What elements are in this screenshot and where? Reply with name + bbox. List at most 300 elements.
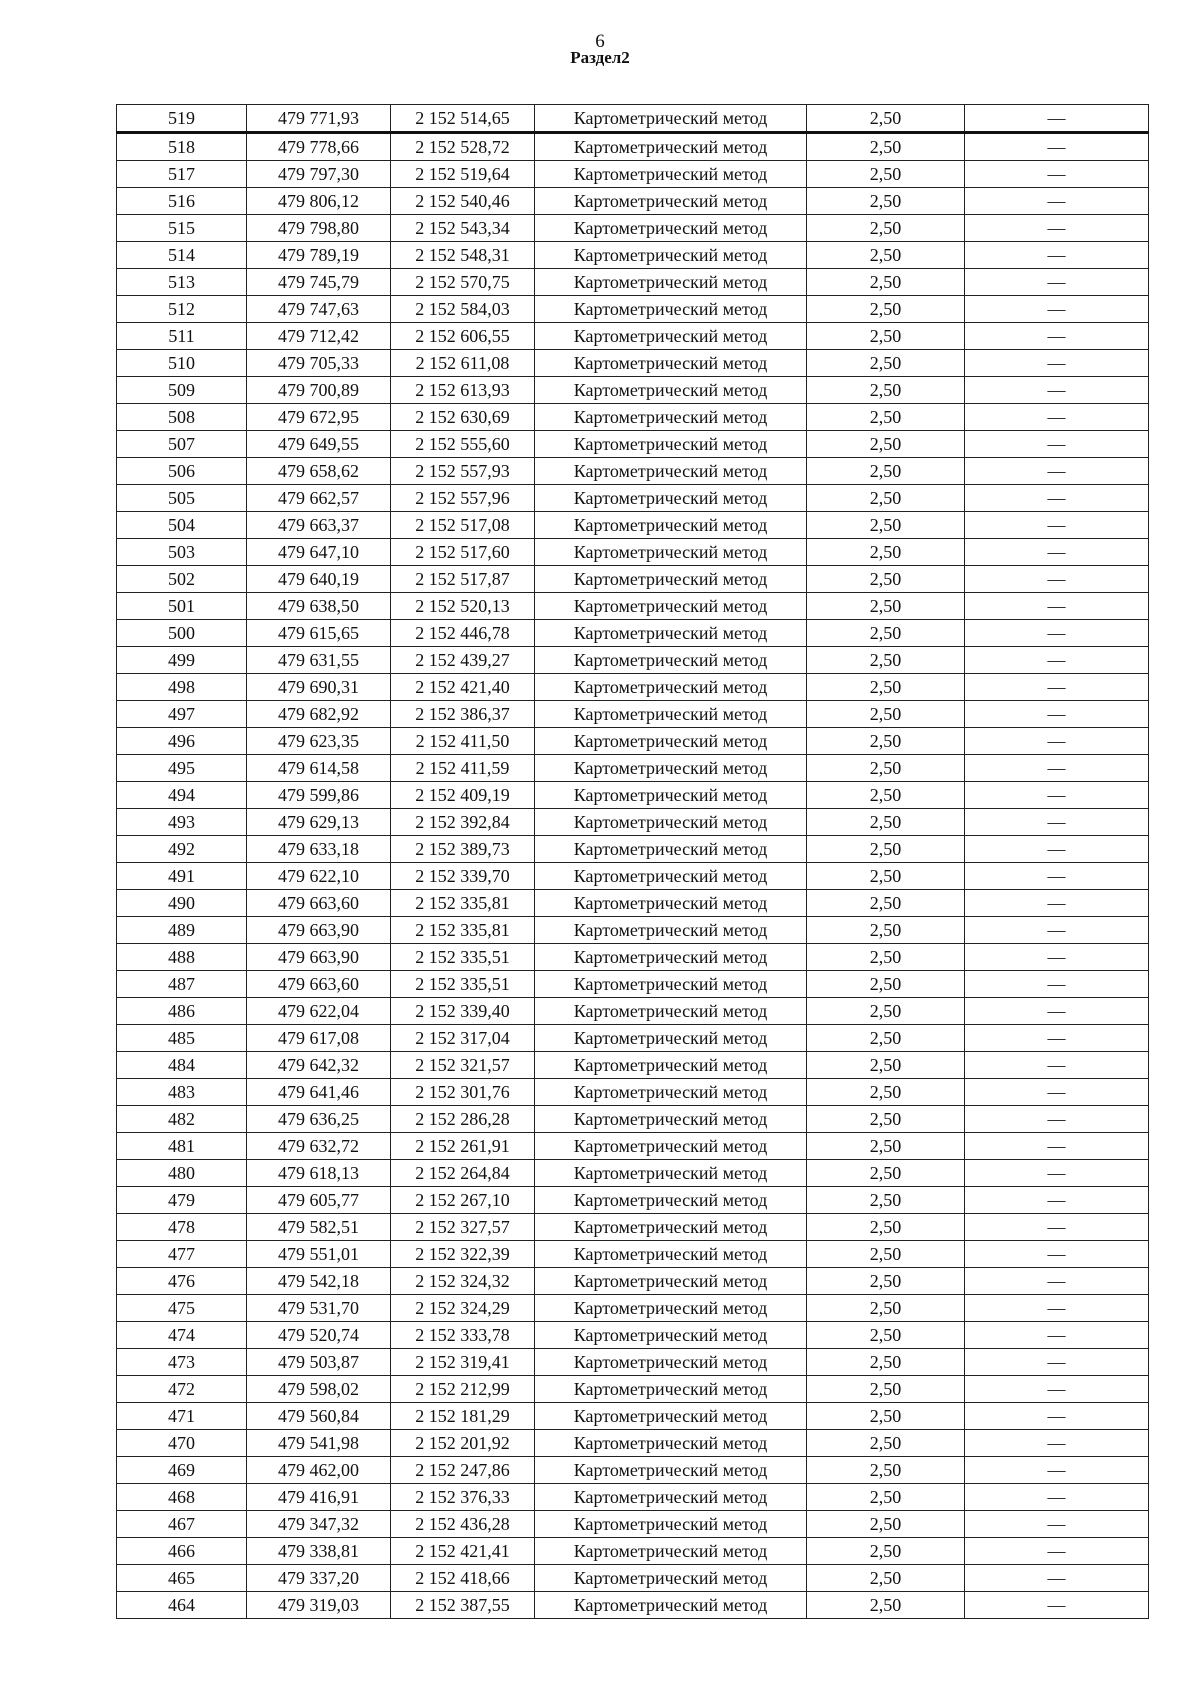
point-number-cell: 486 [117,998,247,1025]
table-row [117,701,1149,728]
y-coordinate-cell: 2 152 411,50 [391,728,535,755]
x-coordinate-cell: 479 541,98 [247,1430,391,1457]
method-cell: Картометрический метод [535,215,807,242]
table-row [117,566,1149,593]
table-row [117,1025,1149,1052]
accuracy-cell: 2,50 [807,809,965,836]
y-coordinate-cell: 2 152 613,93 [391,377,535,404]
y-coordinate-cell: 2 152 439,27 [391,647,535,674]
accuracy-cell: 2,50 [807,1376,965,1403]
accuracy-cell: 2,50 [807,1322,965,1349]
x-coordinate-cell: 479 705,33 [247,350,391,377]
description-cell: — [965,1457,1149,1484]
table-row [117,1592,1149,1619]
x-coordinate-cell: 479 798,80 [247,215,391,242]
table-row [117,782,1149,809]
point-number-cell: 509 [117,377,247,404]
point-number-cell: 498 [117,674,247,701]
accuracy-cell: 2,50 [807,1133,965,1160]
description-cell: — [965,215,1149,242]
method-cell: Картометрический метод [535,242,807,269]
x-coordinate-cell: 479 700,89 [247,377,391,404]
x-coordinate-cell: 479 542,18 [247,1268,391,1295]
x-coordinate-cell: 479 605,77 [247,1187,391,1214]
description-cell: — [965,971,1149,998]
description-cell: — [965,620,1149,647]
description-cell: — [965,512,1149,539]
accuracy-cell: 2,50 [807,215,965,242]
method-cell: Картометрический метод [535,1106,807,1133]
x-coordinate-cell: 479 649,55 [247,431,391,458]
description-cell: — [965,1376,1149,1403]
method-cell: Картометрический метод [535,133,807,161]
table-row [117,1106,1149,1133]
method-cell: Картометрический метод [535,566,807,593]
point-number-cell: 483 [117,1079,247,1106]
section-title: Раздел2 [570,48,630,67]
table-row [117,1187,1149,1214]
x-coordinate-cell: 479 337,20 [247,1565,391,1592]
method-cell: Картометрический метод [535,1214,807,1241]
point-number-cell: 512 [117,296,247,323]
description-cell: — [965,647,1149,674]
description-cell: — [965,1106,1149,1133]
point-number-cell: 492 [117,836,247,863]
method-cell: Картометрический метод [535,1268,807,1295]
y-coordinate-cell: 2 152 212,99 [391,1376,535,1403]
y-coordinate-cell: 2 152 301,76 [391,1079,535,1106]
method-cell: Картометрический метод [535,782,807,809]
description-cell: — [965,1430,1149,1457]
accuracy-cell: 2,50 [807,998,965,1025]
accuracy-cell: 2,50 [807,350,965,377]
x-coordinate-cell: 479 640,19 [247,566,391,593]
method-cell: Картометрический метод [535,701,807,728]
accuracy-cell: 2,50 [807,728,965,755]
description-cell: — [965,133,1149,161]
accuracy-cell: 2,50 [807,593,965,620]
accuracy-cell: 2,50 [807,1025,965,1052]
table-row [117,242,1149,269]
table-row [117,647,1149,674]
y-coordinate-cell: 2 152 335,81 [391,917,535,944]
x-coordinate-cell: 479 520,74 [247,1322,391,1349]
point-number-cell: 506 [117,458,247,485]
method-cell: Картометрический метод [535,998,807,1025]
x-coordinate-cell: 479 638,50 [247,593,391,620]
y-coordinate-cell: 2 152 286,28 [391,1106,535,1133]
description-cell: — [965,755,1149,782]
table-row [117,512,1149,539]
accuracy-cell: 2,50 [807,1268,965,1295]
method-cell: Картометрический метод [535,1484,807,1511]
y-coordinate-cell: 2 152 324,29 [391,1295,535,1322]
table-row [117,890,1149,917]
point-number-cell: 496 [117,728,247,755]
description-cell: — [965,188,1149,215]
method-cell: Картометрический метод [535,1052,807,1079]
point-number-cell: 517 [117,161,247,188]
y-coordinate-cell: 2 152 520,13 [391,593,535,620]
x-coordinate-cell: 479 663,90 [247,917,391,944]
y-coordinate-cell: 2 152 181,29 [391,1403,535,1430]
description-cell: — [965,1025,1149,1052]
description-cell: — [965,1214,1149,1241]
accuracy-cell: 2,50 [807,1079,965,1106]
x-coordinate-cell: 479 747,63 [247,296,391,323]
point-number-cell: 504 [117,512,247,539]
method-cell: Картометрический метод [535,674,807,701]
method-cell: Картометрический метод [535,485,807,512]
accuracy-cell: 2,50 [807,620,965,647]
y-coordinate-cell: 2 152 386,37 [391,701,535,728]
accuracy-cell: 2,50 [807,836,965,863]
method-cell: Картометрический метод [535,1457,807,1484]
x-coordinate-cell: 479 622,04 [247,998,391,1025]
method-cell: Картометрический метод [535,512,807,539]
accuracy-cell: 2,50 [807,1430,965,1457]
description-cell: — [965,242,1149,269]
description-cell: — [965,323,1149,350]
x-coordinate-cell: 479 615,65 [247,620,391,647]
table-row [117,1403,1149,1430]
point-number-cell: 477 [117,1241,247,1268]
point-number-cell: 507 [117,431,247,458]
table-row [117,105,1149,133]
point-number-cell: 480 [117,1160,247,1187]
accuracy-cell: 2,50 [807,1241,965,1268]
x-coordinate-cell: 479 778,66 [247,133,391,161]
description-cell: — [965,1592,1149,1619]
description-cell: — [965,728,1149,755]
table-row [117,917,1149,944]
method-cell: Картометрический метод [535,1403,807,1430]
table-row [117,863,1149,890]
description-cell: — [965,1403,1149,1430]
description-cell: — [965,1511,1149,1538]
y-coordinate-cell: 2 152 528,72 [391,133,535,161]
description-cell: — [965,539,1149,566]
method-cell: Картометрический метод [535,863,807,890]
table-row [117,269,1149,296]
y-coordinate-cell: 2 152 387,55 [391,1592,535,1619]
x-coordinate-cell: 479 663,90 [247,944,391,971]
x-coordinate-cell: 479 663,37 [247,512,391,539]
table-row [117,620,1149,647]
accuracy-cell: 2,50 [807,863,965,890]
method-cell: Картометрический метод [535,377,807,404]
point-number-cell: 470 [117,1430,247,1457]
y-coordinate-cell: 2 152 264,84 [391,1160,535,1187]
point-number-cell: 503 [117,539,247,566]
x-coordinate-cell: 479 658,62 [247,458,391,485]
description-cell: — [965,1160,1149,1187]
x-coordinate-cell: 479 618,13 [247,1160,391,1187]
y-coordinate-cell: 2 152 335,51 [391,971,535,998]
point-number-cell: 467 [117,1511,247,1538]
description-cell: — [965,782,1149,809]
accuracy-cell: 2,50 [807,1214,965,1241]
x-coordinate-cell: 479 338,81 [247,1538,391,1565]
point-number-cell: 471 [117,1403,247,1430]
accuracy-cell: 2,50 [807,1511,965,1538]
table-row [117,539,1149,566]
x-coordinate-cell: 479 806,12 [247,188,391,215]
description-cell: — [965,593,1149,620]
description-cell: — [965,836,1149,863]
accuracy-cell: 2,50 [807,1403,965,1430]
accuracy-cell: 2,50 [807,296,965,323]
description-cell: — [965,458,1149,485]
x-coordinate-cell: 479 672,95 [247,404,391,431]
method-cell: Картометрический метод [535,458,807,485]
accuracy-cell: 2,50 [807,242,965,269]
description-cell: — [965,161,1149,188]
description-cell: — [965,1133,1149,1160]
description-cell: — [965,944,1149,971]
method-cell: Картометрический метод [535,593,807,620]
table-row [117,1376,1149,1403]
x-coordinate-cell: 479 617,08 [247,1025,391,1052]
y-coordinate-cell: 2 152 421,41 [391,1538,535,1565]
point-number-cell: 516 [117,188,247,215]
accuracy-cell: 2,50 [807,105,965,133]
accuracy-cell: 2,50 [807,890,965,917]
method-cell: Картометрический метод [535,836,807,863]
table-row [117,1349,1149,1376]
accuracy-cell: 2,50 [807,161,965,188]
table-row [117,1241,1149,1268]
table-row [117,971,1149,998]
method-cell: Картометрический метод [535,1079,807,1106]
method-cell: Картометрический метод [535,188,807,215]
accuracy-cell: 2,50 [807,1565,965,1592]
y-coordinate-cell: 2 152 409,19 [391,782,535,809]
method-cell: Картометрический метод [535,809,807,836]
table-row [117,944,1149,971]
x-coordinate-cell: 479 598,02 [247,1376,391,1403]
point-number-cell: 489 [117,917,247,944]
accuracy-cell: 2,50 [807,1592,965,1619]
y-coordinate-cell: 2 152 519,64 [391,161,535,188]
x-coordinate-cell: 479 641,46 [247,1079,391,1106]
point-number-cell: 485 [117,1025,247,1052]
point-number-cell: 518 [117,133,247,161]
y-coordinate-cell: 2 152 247,86 [391,1457,535,1484]
point-number-cell: 519 [117,105,247,133]
y-coordinate-cell: 2 152 319,41 [391,1349,535,1376]
method-cell: Картометрический метод [535,404,807,431]
method-cell: Картометрический метод [535,269,807,296]
table-row [117,1295,1149,1322]
accuracy-cell: 2,50 [807,404,965,431]
table-row [117,998,1149,1025]
y-coordinate-cell: 2 152 335,51 [391,944,535,971]
method-cell: Картометрический метод [535,1511,807,1538]
point-number-cell: 465 [117,1565,247,1592]
description-cell: — [965,485,1149,512]
x-coordinate-cell: 479 614,58 [247,755,391,782]
accuracy-cell: 2,50 [807,1187,965,1214]
x-coordinate-cell: 479 319,03 [247,1592,391,1619]
point-number-cell: 499 [117,647,247,674]
x-coordinate-cell: 479 622,10 [247,863,391,890]
method-cell: Картометрический метод [535,431,807,458]
point-number-cell: 482 [117,1106,247,1133]
method-cell: Картометрический метод [535,1430,807,1457]
table-row [117,1538,1149,1565]
table-row [117,296,1149,323]
x-coordinate-cell: 479 663,60 [247,971,391,998]
accuracy-cell: 2,50 [807,1295,965,1322]
y-coordinate-cell: 2 152 514,65 [391,105,535,133]
description-cell: — [965,917,1149,944]
point-number-cell: 487 [117,971,247,998]
x-coordinate-cell: 479 629,13 [247,809,391,836]
y-coordinate-cell: 2 152 446,78 [391,620,535,647]
method-cell: Картометрический метод [535,161,807,188]
x-coordinate-cell: 479 623,35 [247,728,391,755]
table-row [117,188,1149,215]
description-cell: — [965,1349,1149,1376]
point-number-cell: 488 [117,944,247,971]
method-cell: Картометрический метод [535,1133,807,1160]
accuracy-cell: 2,50 [807,431,965,458]
accuracy-cell: 2,50 [807,917,965,944]
accuracy-cell: 2,50 [807,1484,965,1511]
y-coordinate-cell: 2 152 333,78 [391,1322,535,1349]
point-number-cell: 501 [117,593,247,620]
y-coordinate-cell: 2 152 389,73 [391,836,535,863]
x-coordinate-cell: 479 347,32 [247,1511,391,1538]
table-row [117,377,1149,404]
y-coordinate-cell: 2 152 392,84 [391,809,535,836]
x-coordinate-cell: 479 662,57 [247,485,391,512]
table-row [117,836,1149,863]
y-coordinate-cell: 2 152 339,70 [391,863,535,890]
table-body [117,105,1149,1619]
method-cell: Картометрический метод [535,647,807,674]
point-number-cell: 515 [117,215,247,242]
description-cell: — [965,701,1149,728]
y-coordinate-cell: 2 152 436,28 [391,1511,535,1538]
point-number-cell: 479 [117,1187,247,1214]
description-cell: — [965,674,1149,701]
y-coordinate-cell: 2 152 317,04 [391,1025,535,1052]
method-cell: Картометрический метод [535,1160,807,1187]
method-cell: Картометрический метод [535,539,807,566]
y-coordinate-cell: 2 152 543,34 [391,215,535,242]
method-cell: Картометрический метод [535,1538,807,1565]
y-coordinate-cell: 2 152 630,69 [391,404,535,431]
method-cell: Картометрический метод [535,890,807,917]
point-number-cell: 469 [117,1457,247,1484]
point-number-cell: 510 [117,350,247,377]
y-coordinate-cell: 2 152 324,32 [391,1268,535,1295]
description-cell: — [965,431,1149,458]
method-cell: Картометрический метод [535,105,807,133]
y-coordinate-cell: 2 152 517,08 [391,512,535,539]
accuracy-cell: 2,50 [807,647,965,674]
y-coordinate-cell: 2 152 555,60 [391,431,535,458]
table-row [117,728,1149,755]
accuracy-cell: 2,50 [807,133,965,161]
accuracy-cell: 2,50 [807,755,965,782]
accuracy-cell: 2,50 [807,1106,965,1133]
method-cell: Картометрический метод [535,1241,807,1268]
point-number-cell: 468 [117,1484,247,1511]
method-cell: Картометрический метод [535,944,807,971]
point-number-cell: 474 [117,1322,247,1349]
point-number-cell: 511 [117,323,247,350]
y-coordinate-cell: 2 152 267,10 [391,1187,535,1214]
y-coordinate-cell: 2 152 611,08 [391,350,535,377]
method-cell: Картометрический метод [535,323,807,350]
description-cell: — [965,1052,1149,1079]
description-cell: — [965,296,1149,323]
y-coordinate-cell: 2 152 201,92 [391,1430,535,1457]
method-cell: Картометрический метод [535,917,807,944]
accuracy-cell: 2,50 [807,485,965,512]
y-coordinate-cell: 2 152 517,87 [391,566,535,593]
x-coordinate-cell: 479 531,70 [247,1295,391,1322]
description-cell: — [965,1295,1149,1322]
accuracy-cell: 2,50 [807,1349,965,1376]
description-cell: — [965,1268,1149,1295]
y-coordinate-cell: 2 152 606,55 [391,323,535,350]
description-cell: — [965,1241,1149,1268]
x-coordinate-cell: 479 632,72 [247,1133,391,1160]
x-coordinate-cell: 479 582,51 [247,1214,391,1241]
point-number-cell: 473 [117,1349,247,1376]
description-cell: — [965,1484,1149,1511]
description-cell: — [965,566,1149,593]
y-coordinate-cell: 2 152 557,96 [391,485,535,512]
description-cell: — [965,1565,1149,1592]
table-row [117,1511,1149,1538]
table-row [117,1565,1149,1592]
accuracy-cell: 2,50 [807,539,965,566]
y-coordinate-cell: 2 152 557,93 [391,458,535,485]
accuracy-cell: 2,50 [807,269,965,296]
accuracy-cell: 2,50 [807,701,965,728]
y-coordinate-cell: 2 152 321,57 [391,1052,535,1079]
accuracy-cell: 2,50 [807,944,965,971]
point-number-cell: 472 [117,1376,247,1403]
y-coordinate-cell: 2 152 261,91 [391,1133,535,1160]
point-number-cell: 513 [117,269,247,296]
x-coordinate-cell: 479 599,86 [247,782,391,809]
description-cell: — [965,1187,1149,1214]
accuracy-cell: 2,50 [807,188,965,215]
description-cell: — [965,1322,1149,1349]
table-row [117,674,1149,701]
x-coordinate-cell: 479 797,30 [247,161,391,188]
method-cell: Картометрический метод [535,1349,807,1376]
method-cell: Картометрический метод [535,728,807,755]
method-cell: Картометрический метод [535,620,807,647]
x-coordinate-cell: 479 551,01 [247,1241,391,1268]
point-number-cell: 490 [117,890,247,917]
description-cell: — [965,404,1149,431]
description-cell: — [965,105,1149,133]
accuracy-cell: 2,50 [807,674,965,701]
x-coordinate-cell: 479 560,84 [247,1403,391,1430]
accuracy-cell: 2,50 [807,377,965,404]
accuracy-cell: 2,50 [807,782,965,809]
table-row [117,1052,1149,1079]
x-coordinate-cell: 479 771,93 [247,105,391,133]
